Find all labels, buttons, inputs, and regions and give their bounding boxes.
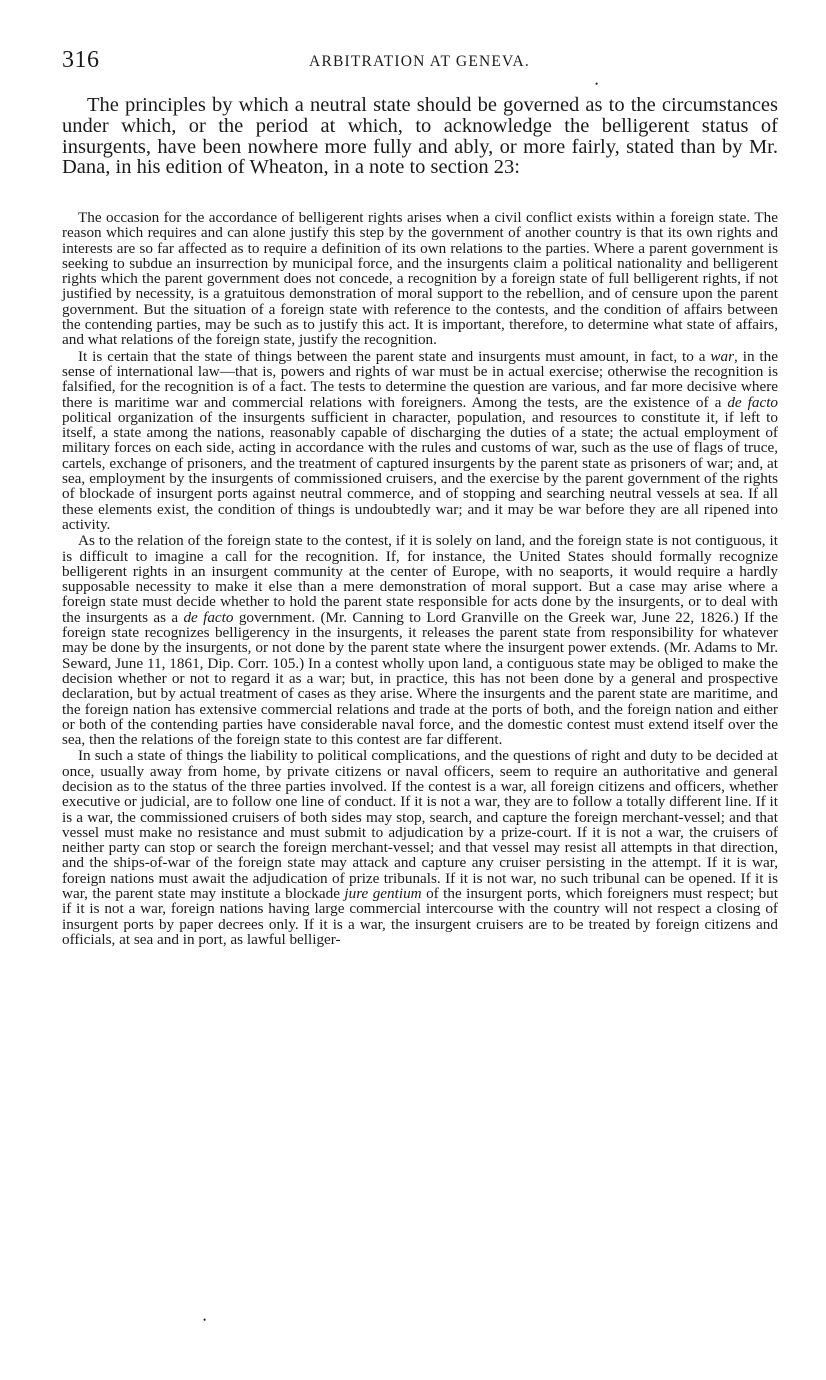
print-speck-ornament: • — [595, 79, 599, 89]
running-head: ARBITRATION AT GENEVA. — [309, 53, 530, 70]
page-number: 316 — [62, 47, 100, 73]
p4-text-b: of the insurgent ports, which foreigners must respect; but if it is not a war, foreign nations having large commercial intercourse with the country will not respect a closing of insurgent ports by paper decrees only. If it is a war, the insurgent cruisers are to be treated by foreign citizens and officials, at sea and in port, as lawful belliger- — [62, 885, 778, 948]
quote-paragraph-4 — [62, 748, 778, 947]
p2-text-c: political organization of the insurgents sufficient in character, population, and resources to constitute it, if left to itself, a state among the nations, reasonably capable of discharging the duties of a state; the actual employment of military forces on each side, acting in accordance with the rules and customs of war, such as the use of flags of truce, cartels, exchange of prisoners, and the treatment of captured insurgents by the parent state as prisoners of war; and, at sea, employment by the insurgents of commissioned cruisers, and the exercise by the parent government of the rights of blockade of insurgent ports against neutral commerce, and of stopping and searching neutral vessels at sea. If all these elements exist, the condition of things is undoubtedly war; and it may be war before they are all ripened into activity. — [62, 408, 778, 533]
p4-text-a: In such a state of things the liability to political complications, and the questions of right and duty to be decided at once, usually away from home, by private citizens or naval officers, seem to require an authoritative and general decision as to the status of the three parties involved. If the contest is a war, all foreign citizens and officers, whether executive or judicial, are to follow one line of conduct. If it is not a war, they are to follow a totally different line. If it is a war, the commissioned cruisers of both sides may stop, search, and capture the foreign merchant-vessel; and that vessel must make no resistance and must submit to adjudication by a prize-court. If it is not a war, the cruisers of neither party can stop or search the foreign merchant-vessel; and that vessel may resist all attempts in that direction, and the ships-of-war of the foreign state may attack and capture any cruiser persisting in the attempt. If it is war, foreign nations must await the adjudication of prize tribunals. If it is not war, no such tribunal can be opened. If it is war, the parent state may institute a blockade — [62, 747, 778, 903]
p3-defacto-italic: de facto — [183, 608, 234, 626]
p2-text-a: It is certain that the state of things between the parent state and insurgents must amount, in fact, to a — [78, 347, 711, 365]
print-speck-ornament-bottom: • — [203, 1315, 207, 1325]
p3-text-b: government. (Mr. Canning to Lord Granville on the Greek war, June 22, 1826.) If the foreign state recognizes belligerency in the insurgents, it releases the parent state from responsibility for whatever may be done by the insurgents, or not done by the parent state where the insurgent power extends. (Mr. Adams to Mr. Seward, June 11, 1861, Dip. Corr. 105.) In a contest wholly upon land, a contiguous state may be obliged to make the decision whether or not to regard it as a war; but, in practice, this has not been done by a general and prospective declaration, but by actual treatment of cases as they arise. Where the insurgents and the parent state are maritime, and the foreign nation has extensive commercial relations and trade at the ports of both, and the foreign nation and either or both of the contending parties have considerable naval force, and the domestic contest must extend itself over the sea, then the relations of the foreign state to this contest are far different. — [62, 608, 779, 749]
quote-paragraph-1: The occasion for the accordance of belligerent rights arises when a civil conflict exists within a foreign state. The reason which requires and can alone justify this step by the government of another country is that its own rights and interests are so far affected as to require a definition of its own relations to the parties. Where a parent government is seeking to subdue an insurrection by municipal force, and the insurgents claim a political nationality and belligerent rights which the parent government does not concede, a recognition by a foreign state of full belligerent rights, if not justified by necessity, is a gratuitous demonstration of moral support to the rebellion, and of censure upon the parent government. But the situation of a foreign state with reference to the contests, and the condition of affairs between the contending parties, may be such as to justify this act. It is important, therefore, to determine what state of affairs, and what relations of the foreign state, justify the recognition. — [62, 209, 778, 349]
p2-defacto-italic: de facto — [727, 393, 779, 411]
quote-paragraph-3 — [62, 533, 778, 747]
intro-text: The principles by which a neutral state should be governed as to the circumstances under which, or the period at which, to acknowledge the belligerent status of insurgents, have been nowhere more fully and ably, or more fairly, stated than by Mr. Dana, in his edition of Wheaton, in a note to section 23: — [62, 94, 778, 179]
p2-war-italic: war — [710, 347, 735, 365]
intro-paragraph — [62, 95, 778, 178]
quote-paragraph-2 — [62, 349, 778, 533]
dana-quotation — [62, 210, 778, 947]
page-header — [62, 47, 777, 77]
p2-text-b: , in the sense of international law—that is, powers and rights of war must be in actual exercise; otherwise the recognition is falsified, for the recognition is of a fact. The tests to determine the question are various, and far more decisive where there is maritime war and commercial relations with foreigners. Among the tests, are the existence of a — [62, 347, 778, 411]
p4-jure-gentium-italic: jure gentium — [344, 885, 422, 903]
p3-text-a: As to the relation of the foreign state to the contest, if it is solely on land, and the foreign state is not contiguous, it is difficult to imagine a call for the recognition. If, for instance, the United States should formally recognize belligerent rights in an insurgent community at the center of Europe, with no seaports, it would require a hardly supposable necessity to make it else than a mere demonstration of moral support. But a case may arise where a foreign state must decide whether to hold the parent state responsible for acts done by the insurgents, or to deal with the insurgents as a — [62, 532, 778, 626]
